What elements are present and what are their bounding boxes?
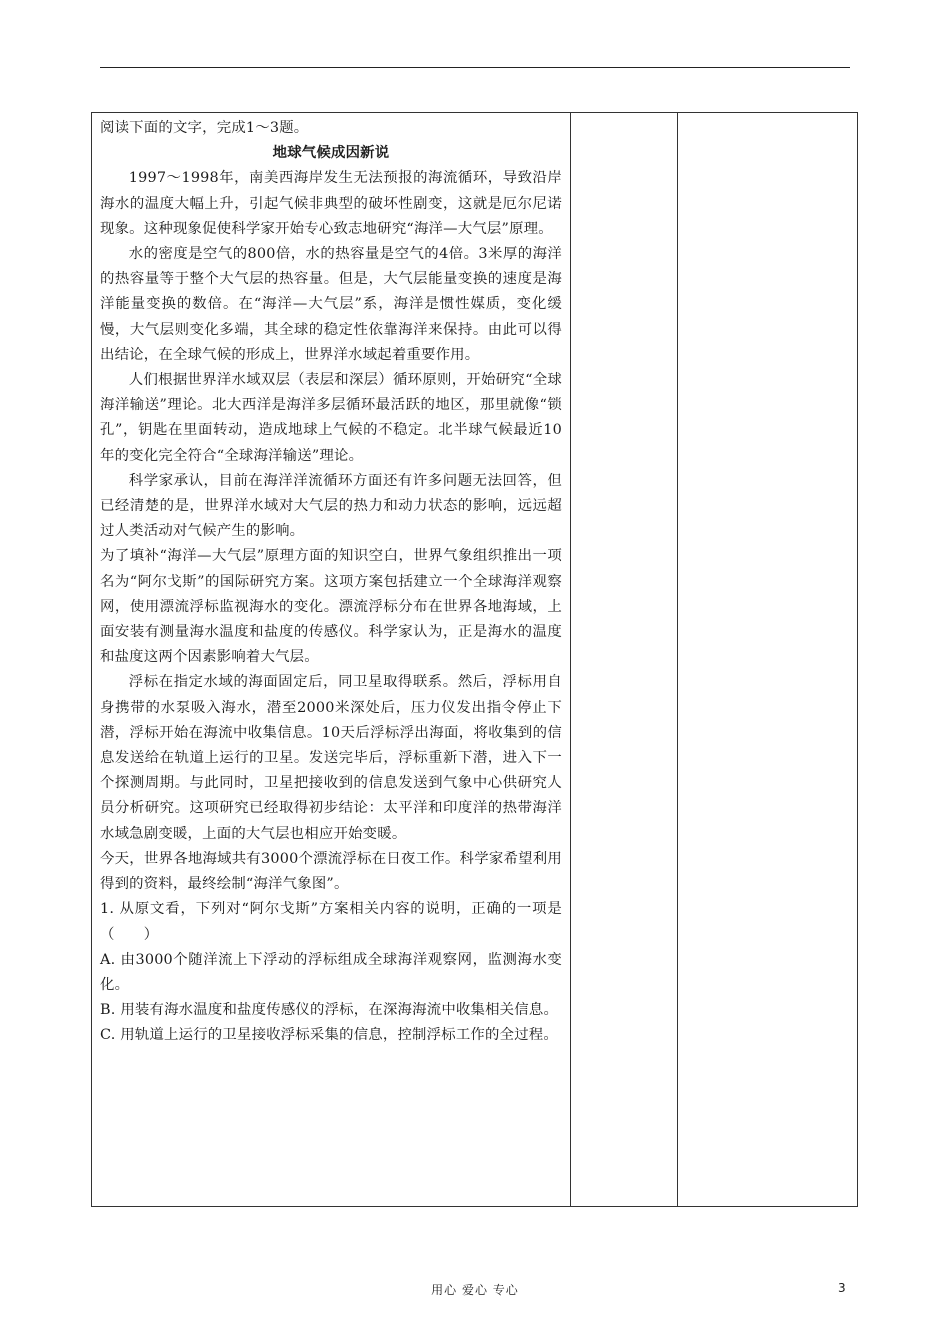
paragraph-3: 人们根据世界洋水域双层（表层和深层）循环原则，开始研究“全球海洋输送”理论。北大西洋是海洋多层循环最活跃的地区，那里就像“锁孔”，钥匙在里面转动，造成地球上气候的不稳定。北半球气候最近10年的变化完全符合“全球海洋输送”理论。: [100, 372, 562, 464]
question-stem: 1. 从原文看，下列对“阿尔戈斯”方案相关内容的说明，正确的一项是 （ ）: [100, 901, 577, 943]
instruction-text: 阅读下面的文字，完成1～3题。: [100, 120, 309, 136]
reading-passage-cell: [100, 116, 577, 1049]
paragraph-1: 1997～1998年，南美西海岸发生无法预报的海流循环，导致沿岸海水的温度大幅上升，引起气候非典型的破坏性剧变，这就是厄尔尼诺现象。这种现象促使科学家开始专心致志地研究“海洋—大气层”原理。: [100, 170, 562, 237]
paragraph-4: 科学家承认，目前在海洋洋流循环方面还有许多问题无法回答，但已经清楚的是，世界洋水域对大气层的热力和动力状态的影响，远远超过人类活动对气候产生的影响。: [100, 472, 562, 540]
paragraph-6: 浮标在指定水域的海面固定后，同卫星取得联系。然后，浮标用自身携带的水泵吸入海水，潜至2000米深处后，压力仪发出指令停止下潜，浮标开始在海流中收集信息。10天后浮标浮出海面，将收集到的信息发送给在轨道上运行的卫星。发送完毕后，浮标重新下潜，进入下一个探测周期。与此同时，卫星把接收到的信息发送到气象中心供研究人员分析研究。这项研究已经取得初步结论：太平洋和印度洋的热带海洋水域急剧变暖，上面的大气层也相应开始变暖。: [100, 674, 562, 842]
column-divider-1: [570, 113, 571, 1206]
question-option-b: B. 用装有海水温度和盐度传感仪的浮标，在深海海流中收集相关信息。: [100, 1002, 559, 1019]
paragraph-7: 今天，世界各地海域共有3000个漂流浮标在日夜工作。科学家希望利用得到的资料，最终绘制“海洋气象图”。: [100, 850, 562, 893]
passage-title: 地球气候成因新说: [272, 145, 390, 162]
footer-motto: 用心 爱心 专心: [431, 1283, 519, 1297]
column-divider-2: [677, 113, 678, 1206]
header-rule: [100, 67, 850, 68]
question-option-c: C. 用轨道上运行的卫星接收浮标采集的信息，控制浮标工作的全过程。: [100, 1027, 558, 1044]
page-number: 3: [838, 1281, 846, 1295]
layout-table: [91, 112, 858, 1207]
paragraph-2: 水的密度是空气的800倍，水的热容量是空气的4倍。3米厚的海洋的热容量等于整个大气层的热容量。但是，大气层能量变换的速度是海洋能量变换的数倍。在“海洋—大气层”系，海洋是惯性媒质，变化缓慢，大气层则变化多端，其全球的稳定性依靠海洋来保持。由此可以得出结论，在全球气候的形成上，世界洋水域起着重要作用。: [100, 246, 562, 363]
question-option-a: A. 由3000个随洋流上下浮动的浮标组成全球海洋观察网，监测海水变化。: [100, 951, 562, 993]
paragraph-5: 为了填补“海洋—大气层”原理方面的知识空白，世界气象组织推出一项名为“阿尔戈斯”的国际研究方案。这项方案包括建立一个全球海洋观察网，使用漂流浮标监视海水的变化。漂流浮标分布在世界各地海域，上面安装有测量海水温度和盐度的传感仪。科学家认为，正是海水的温度和盐度这两个因素影响着大气层。: [100, 548, 562, 666]
